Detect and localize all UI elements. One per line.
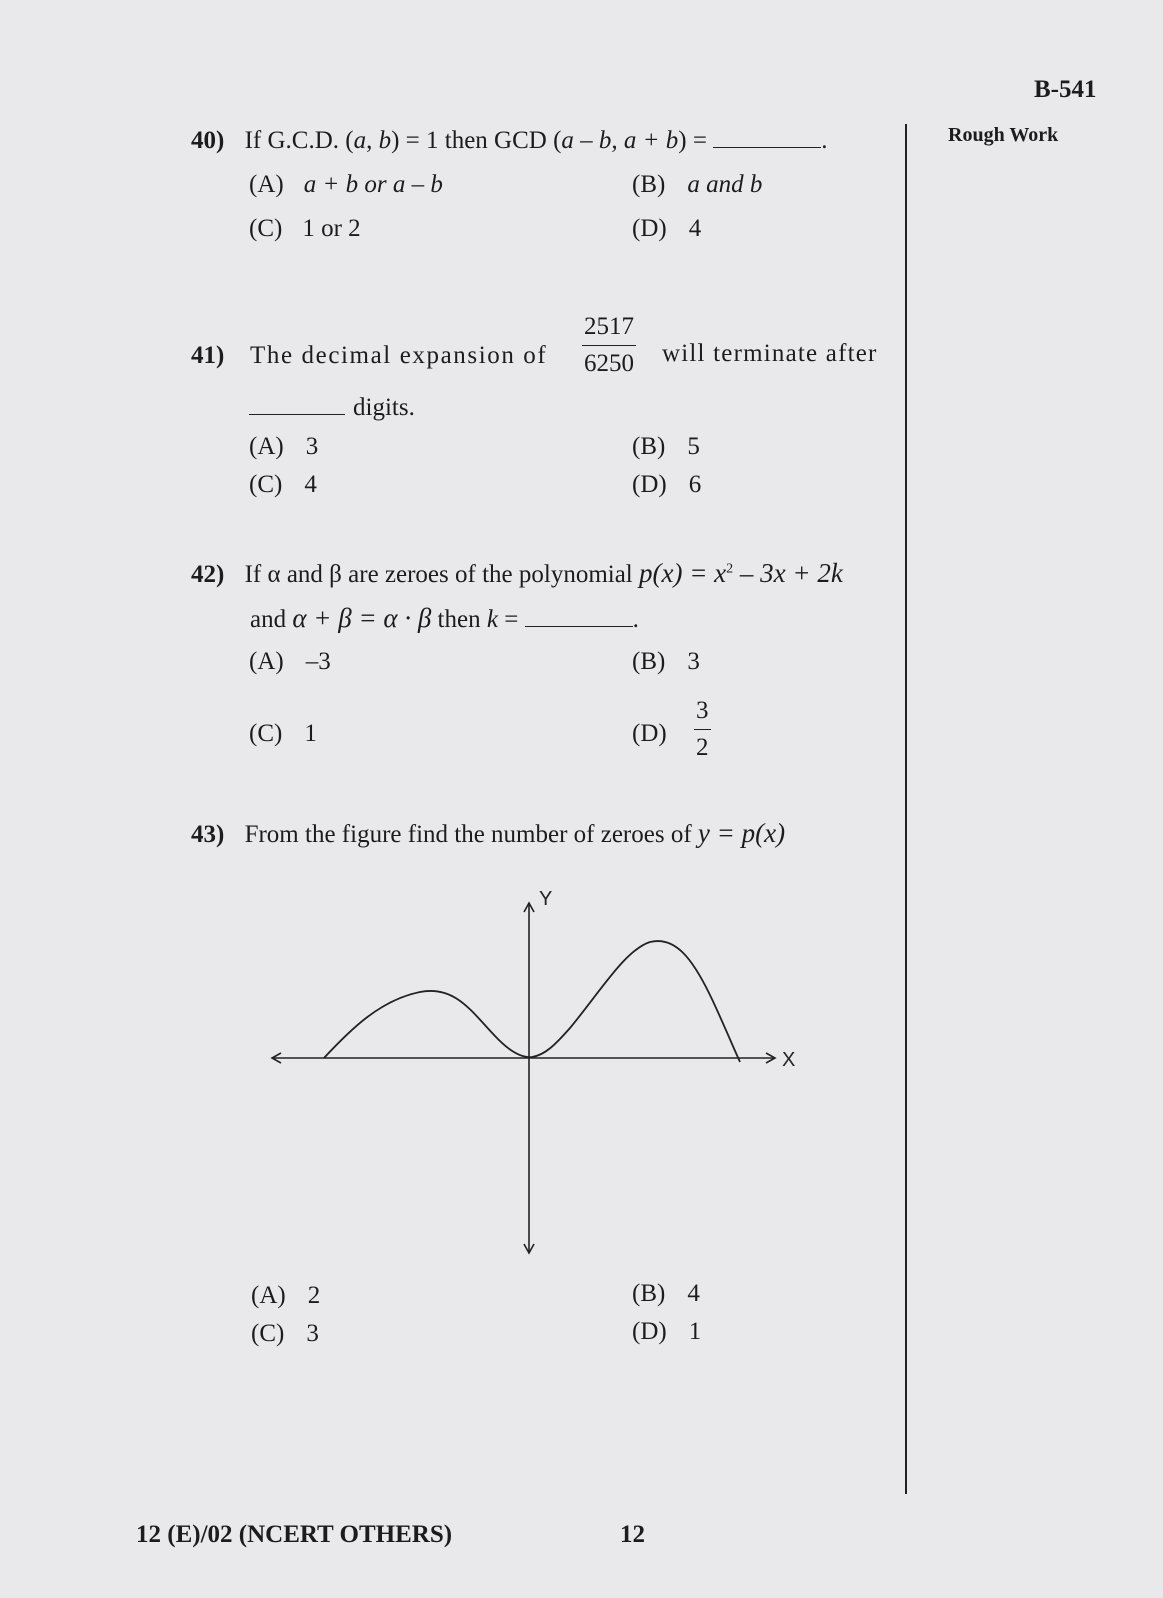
answer-blank (713, 147, 821, 148)
option-a: (A) 3 (249, 433, 319, 460)
question-42-line2: and α + β = α · β then k = . (250, 603, 639, 633)
question-text: If G.C.D. (a, b) = 1 then GCD (a – b, a + b) = . (244, 127, 828, 154)
fraction-denominator: 2 (696, 734, 709, 761)
rough-work-divider (905, 124, 907, 1494)
option-b: (B) 4 (632, 1280, 700, 1307)
question-number: 42) (191, 561, 225, 588)
footer-series: 12 (E)/02 (NCERT OTHERS) (136, 1521, 453, 1548)
question-40 (191, 127, 827, 155)
question-41-number: 41) (191, 342, 225, 369)
option-b: (B) 5 (632, 433, 700, 460)
question-number: 40) (191, 127, 225, 154)
option-d-fraction (694, 697, 711, 762)
option-d: (D) 6 (632, 471, 702, 498)
question-41-line2: digits. (249, 394, 415, 422)
option-c: (C) 4 (249, 471, 317, 498)
answer-blank (249, 414, 345, 415)
fraction-denominator: 6250 (584, 350, 634, 377)
polynomial-curve (324, 941, 740, 1062)
fraction-numerator: 2517 (582, 313, 636, 346)
answer-blank (525, 626, 633, 627)
fraction-numerator: 3 (694, 697, 711, 730)
option-c: (C) 1 or 2 (249, 215, 361, 242)
option-c: (C) 1 (249, 720, 317, 747)
question-41-text-suffix: will terminate after (662, 340, 878, 367)
paper-code: B-541 (1034, 76, 1097, 103)
question-41-fraction (582, 313, 636, 378)
polynomial-graph (260, 880, 820, 1260)
question-text: If α and β are zeroes of the polynomial $p(x) = x^2 - 3x + 2k$ (244, 558, 843, 588)
option-a: (A) –3 (249, 648, 331, 675)
question-43 (191, 818, 785, 849)
x-axis-label: X (782, 1049, 796, 1071)
y-axis-label: Y (539, 888, 553, 910)
option-c: (C) 3 (251, 1320, 319, 1347)
question-42 (191, 558, 843, 589)
option-a: (A) a + b or a – b (249, 171, 443, 198)
option-d: (D) 1 (632, 1318, 702, 1345)
question-text: From the figure find the number of zeroes of y = p(x) (244, 818, 786, 848)
question-number: 43) (191, 821, 225, 848)
option-b: (B) a and b (632, 171, 763, 198)
option-d: (D) 4 (632, 215, 702, 242)
rough-work-label: Rough Work (948, 124, 1059, 146)
option-d-label: (D) (632, 720, 667, 747)
option-a: (A) 2 (251, 1282, 321, 1309)
option-b: (B) 3 (632, 648, 700, 675)
question-41-text: The decimal expansion of (250, 342, 548, 369)
page-number: 12 (620, 1521, 645, 1548)
